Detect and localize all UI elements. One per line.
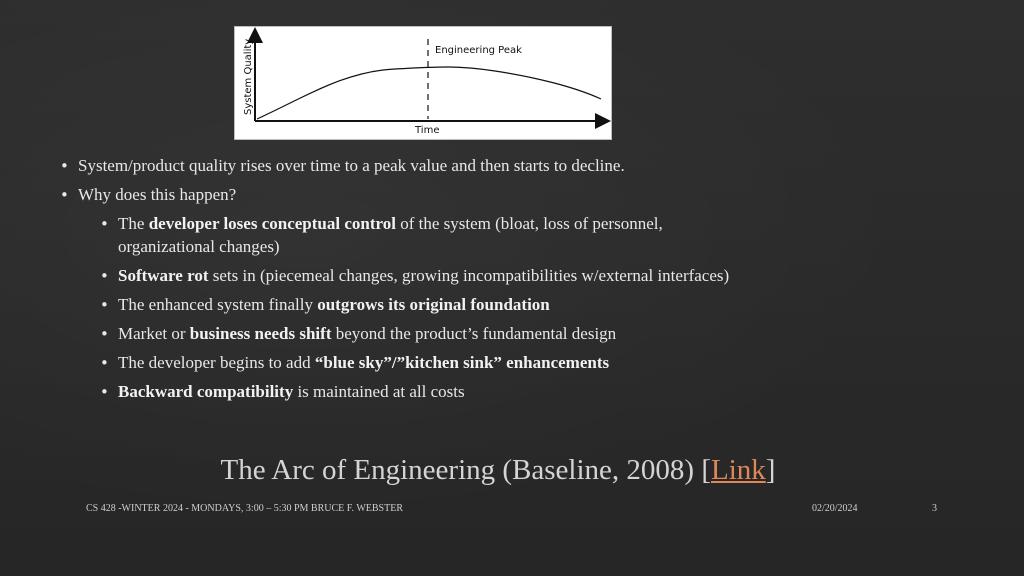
bullet-dot: • (60, 157, 69, 175)
bullet-dot: • (100, 296, 109, 314)
bullet-item: • Why does this happen? (60, 183, 236, 207)
sub-bullet-item: • The enhanced system finally outgrows its original foundation (100, 293, 550, 317)
sub-bullet-item: • Software rot sets in (piecemeal changes, growing incompatibilities w/external interfaces) (100, 264, 729, 288)
y-axis-label: System Quality (243, 38, 254, 115)
sub-bullet-continuation: organizational changes) (118, 237, 280, 256)
bullet-dot: • (100, 383, 109, 401)
x-axis-label: Time (415, 125, 440, 136)
arc-diagram (234, 26, 612, 140)
bullet-dot: • (100, 215, 109, 233)
quality-curve (257, 67, 601, 119)
slide-title: The Arc of Engineering (Baseline, 2008) [Link] (220, 454, 776, 486)
peak-label: Engineering Peak (435, 45, 522, 56)
bullet-item: • System/product quality rises over time to a peak value and then starts to decline. (60, 154, 625, 178)
arc-diagram-svg (235, 27, 611, 139)
sub-bullet-item: • The developer loses conceptual control of the system (bloat, loss of personnel, (100, 212, 663, 236)
sub-bullet-item: • The developer begins to add “blue sky”/”kitchen sink” enhancements (100, 351, 609, 375)
bullet-dot: • (60, 186, 69, 204)
bullet-dot: • (100, 325, 109, 343)
bullet-dot: • (100, 267, 109, 285)
sub-bullet-item: • Market or business needs shift beyond the product’s fundamental design (100, 322, 616, 346)
bullet-dot: • (100, 354, 109, 372)
slide-number: 3 (932, 503, 937, 514)
sub-bullet-item: • Backward compatibility is maintained at all costs (100, 380, 465, 404)
footer-date: 02/20/2024 (812, 503, 858, 514)
footer-course: CS 428 -WINTER 2024 - MONDAYS, 3:00 – 5:30 PM BRUCE F. WEBSTER (86, 503, 404, 514)
source-link[interactable]: Link (710, 454, 766, 486)
